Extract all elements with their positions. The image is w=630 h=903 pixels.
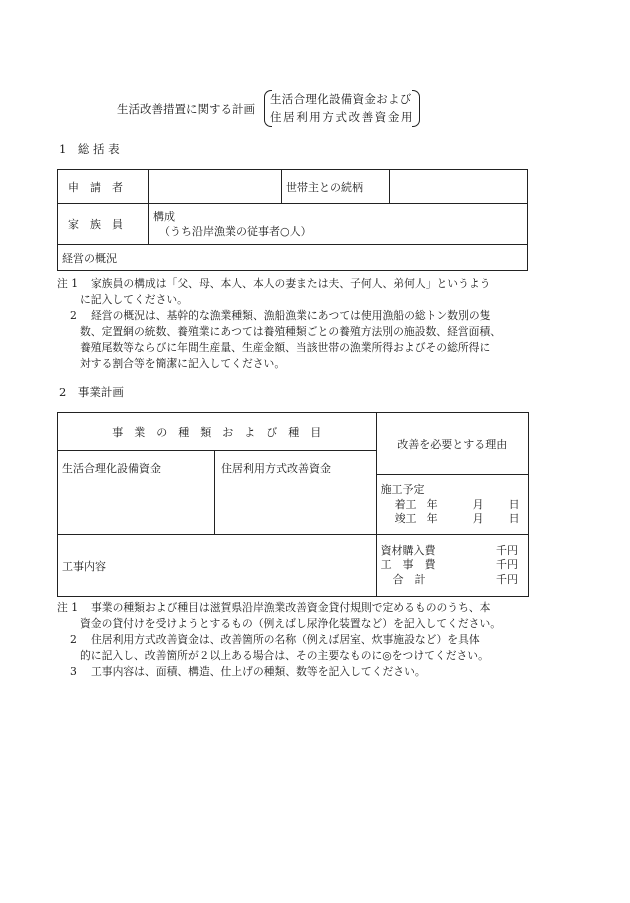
work-content-label: 工事内容 (62, 559, 106, 573)
s2-note-1-line2: 資金の貸付けを受けようとするもの（例えばし尿浄化装置など）を記入してください。 (80, 617, 502, 630)
note-1-num: 注 1 (57, 277, 79, 290)
fund-type-line1: 生活合理化設備資金および (270, 92, 412, 106)
fund-type-bracket (264, 90, 420, 127)
type-header: 事 業 の 種 類 お よ び 種 目 (58, 413, 377, 451)
start-row (381, 498, 522, 513)
section1-heading: 1 総 括 表 (59, 142, 120, 156)
note-2-line3: 養殖尾数等ならびに年間生産量、生産金額、当該世帯の漁業所得およびその総所得に (80, 341, 491, 354)
cost-row-total (381, 573, 518, 588)
note-2-line2: 数、定置網の統数、養殖業にあつては養殖種類ごとの養殖方法別の施設数、経営面積、 (80, 325, 502, 338)
col-living-equipment[interactable] (58, 451, 215, 535)
schedule-cell[interactable] (376, 475, 528, 535)
schedule-label: 施工予定 (380, 483, 425, 496)
col-housing-improvement[interactable] (215, 451, 377, 535)
summary-table (57, 169, 528, 271)
note-2-num: 2 (70, 309, 77, 322)
cost-row-materials (381, 544, 518, 559)
end-row (381, 512, 522, 527)
note-1-line2: に記入してください。 (80, 293, 188, 306)
housing-improvement-label: 住居利用方式改善資金 (221, 462, 331, 475)
relation-field[interactable] (390, 170, 528, 204)
s2-note-1-num: 注 1 (57, 601, 79, 614)
note-1-line1: 家族員の構成は「父、母、本人、本人の妻または夫、子何人、弟何人」というよう (91, 277, 491, 290)
s2-note-2-line2: 的に記入し、改善箇所が２以上ある場合は、その主要なものに◎をつけてください。 (80, 649, 489, 662)
reason-header: 改善を必要とする理由 (376, 413, 528, 475)
end-label: 竣工 (394, 512, 417, 525)
cost-construction-label: 工 事 費 (380, 558, 436, 572)
plan-title: 生活改善措置に関する計画 (117, 102, 255, 116)
cost-materials-label: 資材購入費 (380, 543, 436, 557)
cost-total-unit: 千円 (496, 572, 518, 586)
s2-note-3-line1: 工事内容は、面積、構造、仕上げの種類、数等を記入してください。 (91, 665, 426, 678)
s2-note-1-line1: 事業の種類および種目は滋賀県沿岸漁業改善資金貸付規則で定めるもののうち、本 (91, 601, 491, 614)
end-year: 年 (426, 512, 438, 525)
start-label: 着工 (394, 497, 417, 511)
start-year: 年 (426, 497, 438, 511)
cost-construction-unit: 千円 (496, 558, 518, 572)
living-equipment-label: 生活合理化設備資金 (62, 462, 161, 475)
coastal-workers: （うち沿岸漁業の従事者○人） (159, 225, 312, 238)
work-content-cell[interactable] (58, 535, 377, 597)
cost-row-construction (381, 558, 518, 573)
relation-label: 世帯主との続柄 (282, 170, 390, 204)
business-plan-table (57, 412, 529, 597)
s2-note-3-num: 3 (70, 665, 77, 678)
note-2-line4: 対する割合等を簡潔に記入してください。 (80, 357, 286, 370)
end-month: 月 (472, 512, 484, 525)
family-label: 家 族 員 (58, 204, 149, 245)
cost-total-label: 合 計 (392, 572, 426, 586)
note-2-line1: 経営の概況は、基幹的な漁業種類、漁船漁業にあつては使用漁船の総トン数別の隻 (91, 309, 491, 322)
applicant-label: 申 請 者 (58, 170, 149, 204)
cost-materials-unit: 千円 (496, 543, 518, 557)
management-overview[interactable]: 経営の概況 (58, 245, 528, 271)
fund-type-line2: 住居利用方式改善資金用 (270, 110, 415, 124)
family-composition: 構成 (153, 210, 175, 223)
start-month: 月 (472, 497, 484, 511)
s2-note-2-num: 2 (70, 633, 77, 646)
section2-heading: 2 事業計画 (59, 385, 124, 399)
cost-cell[interactable] (376, 535, 528, 597)
family-field[interactable] (149, 204, 528, 245)
start-day: 日 (508, 497, 520, 511)
applicant-field[interactable] (149, 170, 282, 204)
end-day: 日 (508, 512, 520, 525)
s2-note-2-line1: 住居利用方式改善資金は、改善箇所の名称（例えば居室、炊事施設など）を具体 (91, 633, 480, 646)
